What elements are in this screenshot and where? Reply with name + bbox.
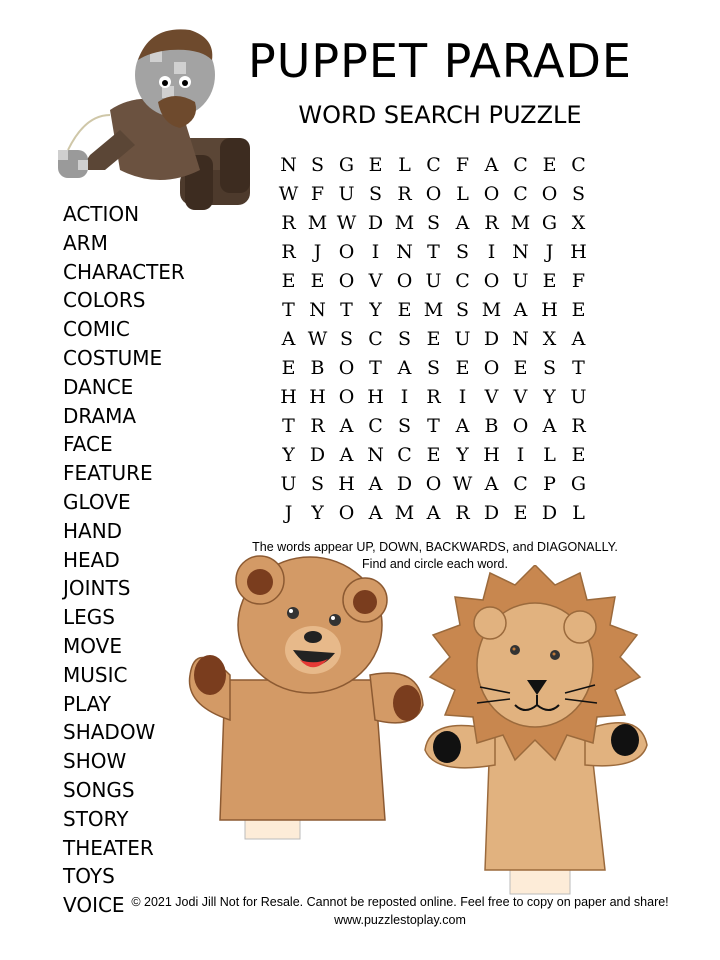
lion-hand-puppet-icon xyxy=(415,565,655,895)
grid-letter[interactable]: A xyxy=(542,414,557,437)
word-list-item: HEAD xyxy=(63,547,120,572)
grid-letter[interactable]: D xyxy=(541,501,558,524)
word-list-item: STORY xyxy=(63,806,129,831)
grid-letter[interactable]: A xyxy=(571,327,586,350)
grid-letter[interactable]: O xyxy=(338,240,355,263)
grid-letter[interactable]: S xyxy=(397,327,412,350)
word-list-item: VOICE xyxy=(63,893,125,918)
grid-letter[interactable]: M xyxy=(394,501,415,524)
page-subtitle: WORD SEARCH PUZZLE xyxy=(298,101,582,129)
grid-letter[interactable]: A xyxy=(426,501,441,524)
grid-letter[interactable]: U xyxy=(570,385,587,408)
word-list-item: GLOVE xyxy=(63,489,131,514)
grid-letter[interactable]: N xyxy=(512,327,529,350)
grid-letter[interactable]: I xyxy=(371,240,380,263)
grid-letter[interactable]: L xyxy=(398,153,411,176)
grid-letter[interactable]: S xyxy=(310,153,325,176)
grid-letter[interactable]: L xyxy=(456,182,469,205)
instructions-line-2: Find and circle each word. xyxy=(362,557,508,571)
grid-letter[interactable]: M xyxy=(394,211,415,234)
grid-letter[interactable]: E xyxy=(397,298,412,321)
grid-letter[interactable]: T xyxy=(282,298,295,321)
grid-letter[interactable]: L xyxy=(543,443,556,466)
grid-letter[interactable]: D xyxy=(483,327,500,350)
grid-letter[interactable]: A xyxy=(281,327,296,350)
word-list-item: DRAMA xyxy=(63,403,137,428)
grid-letter[interactable]: A xyxy=(484,153,499,176)
grid-letter[interactable]: R xyxy=(397,182,412,205)
grid-letter[interactable]: I xyxy=(458,385,467,408)
grid-letter[interactable]: S xyxy=(426,211,441,234)
word-list-item: JOINTS xyxy=(63,576,131,601)
grid-letter[interactable]: H xyxy=(280,385,297,408)
grid-letter[interactable]: W xyxy=(336,211,357,234)
grid-letter[interactable]: S xyxy=(571,182,586,205)
grid-letter[interactable]: D xyxy=(309,443,326,466)
grid-letter[interactable]: O xyxy=(512,414,529,437)
grid-letter[interactable]: S xyxy=(455,298,470,321)
grid-letter[interactable]: T xyxy=(282,414,295,437)
grid-letter[interactable]: H xyxy=(367,385,384,408)
grid-letter[interactable]: O xyxy=(425,472,442,495)
grid-letter[interactable]: Y xyxy=(311,501,324,524)
grid-letter[interactable]: F xyxy=(455,153,470,176)
grid-letter[interactable]: O xyxy=(338,269,355,292)
word-list-item: THEATER xyxy=(63,835,154,860)
grid-letter[interactable]: S xyxy=(455,240,470,263)
grid-letter[interactable]: C xyxy=(368,414,383,437)
grid-letter[interactable]: E xyxy=(513,501,528,524)
grid-letter[interactable]: W xyxy=(278,182,299,205)
copyright-text: © 2021 Jodi Jill Not for Resale. Cannot be reposted online. Feel free to copy on paper and share! xyxy=(131,895,669,909)
grid-letter[interactable]: A xyxy=(397,356,412,379)
word-list-item: DANCE xyxy=(63,374,134,399)
grid-letter[interactable]: C xyxy=(513,472,528,495)
word-list-item: ARM xyxy=(63,230,108,255)
grid-letter[interactable]: G xyxy=(570,472,587,495)
grid-letter[interactable]: M xyxy=(423,298,444,321)
word-search-grid xyxy=(274,150,593,527)
bear-hand-puppet-icon xyxy=(185,555,430,840)
word-list-item: TOYS xyxy=(63,864,115,889)
word-list-item: SHADOW xyxy=(63,720,156,745)
grid-letter[interactable]: F xyxy=(310,182,325,205)
grid-letter[interactable]: E xyxy=(542,153,557,176)
grid-letter[interactable]: A xyxy=(484,472,499,495)
grid-letter[interactable]: H xyxy=(309,385,326,408)
grid-letter[interactable]: M xyxy=(481,298,502,321)
grid-letter[interactable]: E xyxy=(281,269,296,292)
grid-letter[interactable]: D xyxy=(396,472,413,495)
word-list-item: LEGS xyxy=(63,605,115,630)
word-list-item: HAND xyxy=(63,518,123,543)
grid-letter[interactable]: G xyxy=(338,153,355,176)
word-list xyxy=(63,200,185,920)
grid-letter[interactable]: U xyxy=(425,269,442,292)
word-list-item: FEATURE xyxy=(63,461,153,486)
grid-letter[interactable]: J xyxy=(313,240,322,263)
grid-letter[interactable]: H xyxy=(570,240,587,263)
grid-letter[interactable]: I xyxy=(400,385,409,408)
grid-letter[interactable]: E xyxy=(513,356,528,379)
grid-letter[interactable]: O xyxy=(425,182,442,205)
grid-letter[interactable]: Y xyxy=(369,298,382,321)
grid-letter[interactable]: O xyxy=(483,356,500,379)
grid-letter[interactable]: U xyxy=(512,269,529,292)
grid-letter[interactable]: E xyxy=(310,269,325,292)
grid-letter[interactable]: E xyxy=(426,327,441,350)
grid-letter[interactable]: S xyxy=(310,472,325,495)
grid-letter[interactable]: U xyxy=(454,327,471,350)
grid-letter[interactable]: C xyxy=(513,153,528,176)
grid-letter[interactable]: A xyxy=(455,211,470,234)
grid-letter[interactable]: I xyxy=(516,443,525,466)
grid-letter[interactable]: R xyxy=(310,414,325,437)
grid-letter[interactable]: R xyxy=(484,211,499,234)
word-list-item: SHOW xyxy=(63,749,127,774)
grid-letter[interactable]: S xyxy=(368,182,383,205)
grid-letter[interactable]: A xyxy=(368,501,383,524)
grid-letter[interactable]: E xyxy=(542,269,557,292)
grid-letter[interactable]: O xyxy=(338,385,355,408)
grid-letter[interactable]: D xyxy=(367,211,384,234)
grid-letter[interactable]: N xyxy=(512,240,529,263)
grid-letter[interactable]: L xyxy=(572,501,585,524)
word-list-item: SONGS xyxy=(63,777,135,802)
grid-letter[interactable]: C xyxy=(368,327,383,350)
grid-letter[interactable]: C xyxy=(571,153,586,176)
grid-letter[interactable]: A xyxy=(368,472,383,495)
grid-letter[interactable]: E xyxy=(426,443,441,466)
grid-letter[interactable]: T xyxy=(427,414,440,437)
grid-letter[interactable]: O xyxy=(541,182,558,205)
grid-letter[interactable]: S xyxy=(542,356,557,379)
grid-letter[interactable]: S xyxy=(339,327,354,350)
grid-letter[interactable]: V xyxy=(484,385,499,408)
grid-letter[interactable]: T xyxy=(340,298,353,321)
grid-letter[interactable]: O xyxy=(396,269,413,292)
word-list-item: COLORS xyxy=(63,288,146,313)
grid-letter[interactable]: C xyxy=(455,269,470,292)
grid-letter[interactable]: E xyxy=(455,356,470,379)
grid-letter[interactable]: V xyxy=(513,385,528,408)
word-list-item: CHARACTER xyxy=(63,259,185,284)
grid-letter[interactable]: V xyxy=(368,269,383,292)
grid-letter[interactable]: X xyxy=(571,211,586,234)
grid-letter[interactable]: O xyxy=(483,269,500,292)
grid-letter[interactable]: T xyxy=(369,356,382,379)
grid-letter[interactable]: A xyxy=(339,443,354,466)
grid-letter[interactable]: C xyxy=(397,443,412,466)
grid-letter[interactable]: O xyxy=(338,356,355,379)
grid-letter[interactable]: N xyxy=(280,153,297,176)
grid-letter[interactable]: S xyxy=(397,414,412,437)
word-list-item: MUSIC xyxy=(63,662,128,687)
website-link[interactable]: www.puzzlestoplay.com xyxy=(334,913,466,927)
instructions-line-1: The words appear UP, DOWN, BACKWARDS, and DIAGONALLY. xyxy=(252,540,618,554)
grid-letter[interactable]: Y xyxy=(456,443,469,466)
grid-letter[interactable]: C xyxy=(426,153,441,176)
grid-letter[interactable]: R xyxy=(571,414,586,437)
grid-letter[interactable]: H xyxy=(541,298,558,321)
grid-letter[interactable]: E xyxy=(571,443,586,466)
grid-letter[interactable]: T xyxy=(572,356,585,379)
word-list-item: COMIC xyxy=(63,317,130,342)
grid-letter[interactable]: F xyxy=(571,269,586,292)
grid-letter[interactable]: N xyxy=(367,443,384,466)
grid-letter[interactable]: O xyxy=(338,501,355,524)
grid-letter[interactable]: U xyxy=(280,472,297,495)
word-list-item: FACE xyxy=(63,432,113,457)
grid-letter[interactable]: R xyxy=(455,501,470,524)
grid-letter[interactable]: N xyxy=(309,298,326,321)
grid-letter[interactable]: A xyxy=(339,414,354,437)
word-list-item: PLAY xyxy=(63,691,112,716)
grid-letter[interactable]: H xyxy=(338,472,355,495)
grid-letter[interactable]: H xyxy=(483,443,500,466)
grid-letter[interactable]: A xyxy=(455,414,470,437)
grid-letter[interactable]: J xyxy=(284,501,293,524)
grid-letter[interactable]: R xyxy=(281,240,296,263)
grid-letter[interactable]: R xyxy=(281,211,296,234)
grid-letter[interactable]: T xyxy=(427,240,440,263)
grid-letter[interactable]: A xyxy=(513,298,528,321)
grid-letter[interactable]: I xyxy=(487,240,496,263)
word-list-item: ACTION xyxy=(63,202,140,226)
grid-letter[interactable]: C xyxy=(513,182,528,205)
grid-letter[interactable]: E xyxy=(281,356,296,379)
grid-letter[interactable]: S xyxy=(426,356,441,379)
grid-letter[interactable]: R xyxy=(426,385,441,408)
grid-letter[interactable]: P xyxy=(543,472,556,495)
grid-letter[interactable]: E xyxy=(368,153,383,176)
grid-letter[interactable]: E xyxy=(571,298,586,321)
word-list-item: MOVE xyxy=(63,633,122,658)
page-title: PUPPET PARADE xyxy=(248,34,632,88)
grid-letter[interactable]: N xyxy=(396,240,413,263)
grid-letter[interactable]: B xyxy=(484,414,499,437)
grid-letter[interactable]: Y xyxy=(282,443,295,466)
grid-letter[interactable]: B xyxy=(310,356,325,379)
grid-letter[interactable]: X xyxy=(542,327,557,350)
word-list-item: COSTUME xyxy=(63,345,163,370)
grid-letter[interactable]: D xyxy=(483,501,500,524)
footer xyxy=(110,893,690,929)
grid-letter[interactable]: U xyxy=(338,182,355,205)
grid-letter[interactable]: M xyxy=(510,211,531,234)
grid-letter[interactable]: G xyxy=(541,211,558,234)
grid-letter[interactable]: M xyxy=(307,211,328,234)
grid-letter[interactable]: O xyxy=(483,182,500,205)
grid-letter[interactable]: W xyxy=(307,327,328,350)
grid-letter[interactable]: J xyxy=(545,240,554,263)
grid-letter[interactable]: W xyxy=(452,472,473,495)
grid-letter[interactable]: Y xyxy=(543,385,556,408)
